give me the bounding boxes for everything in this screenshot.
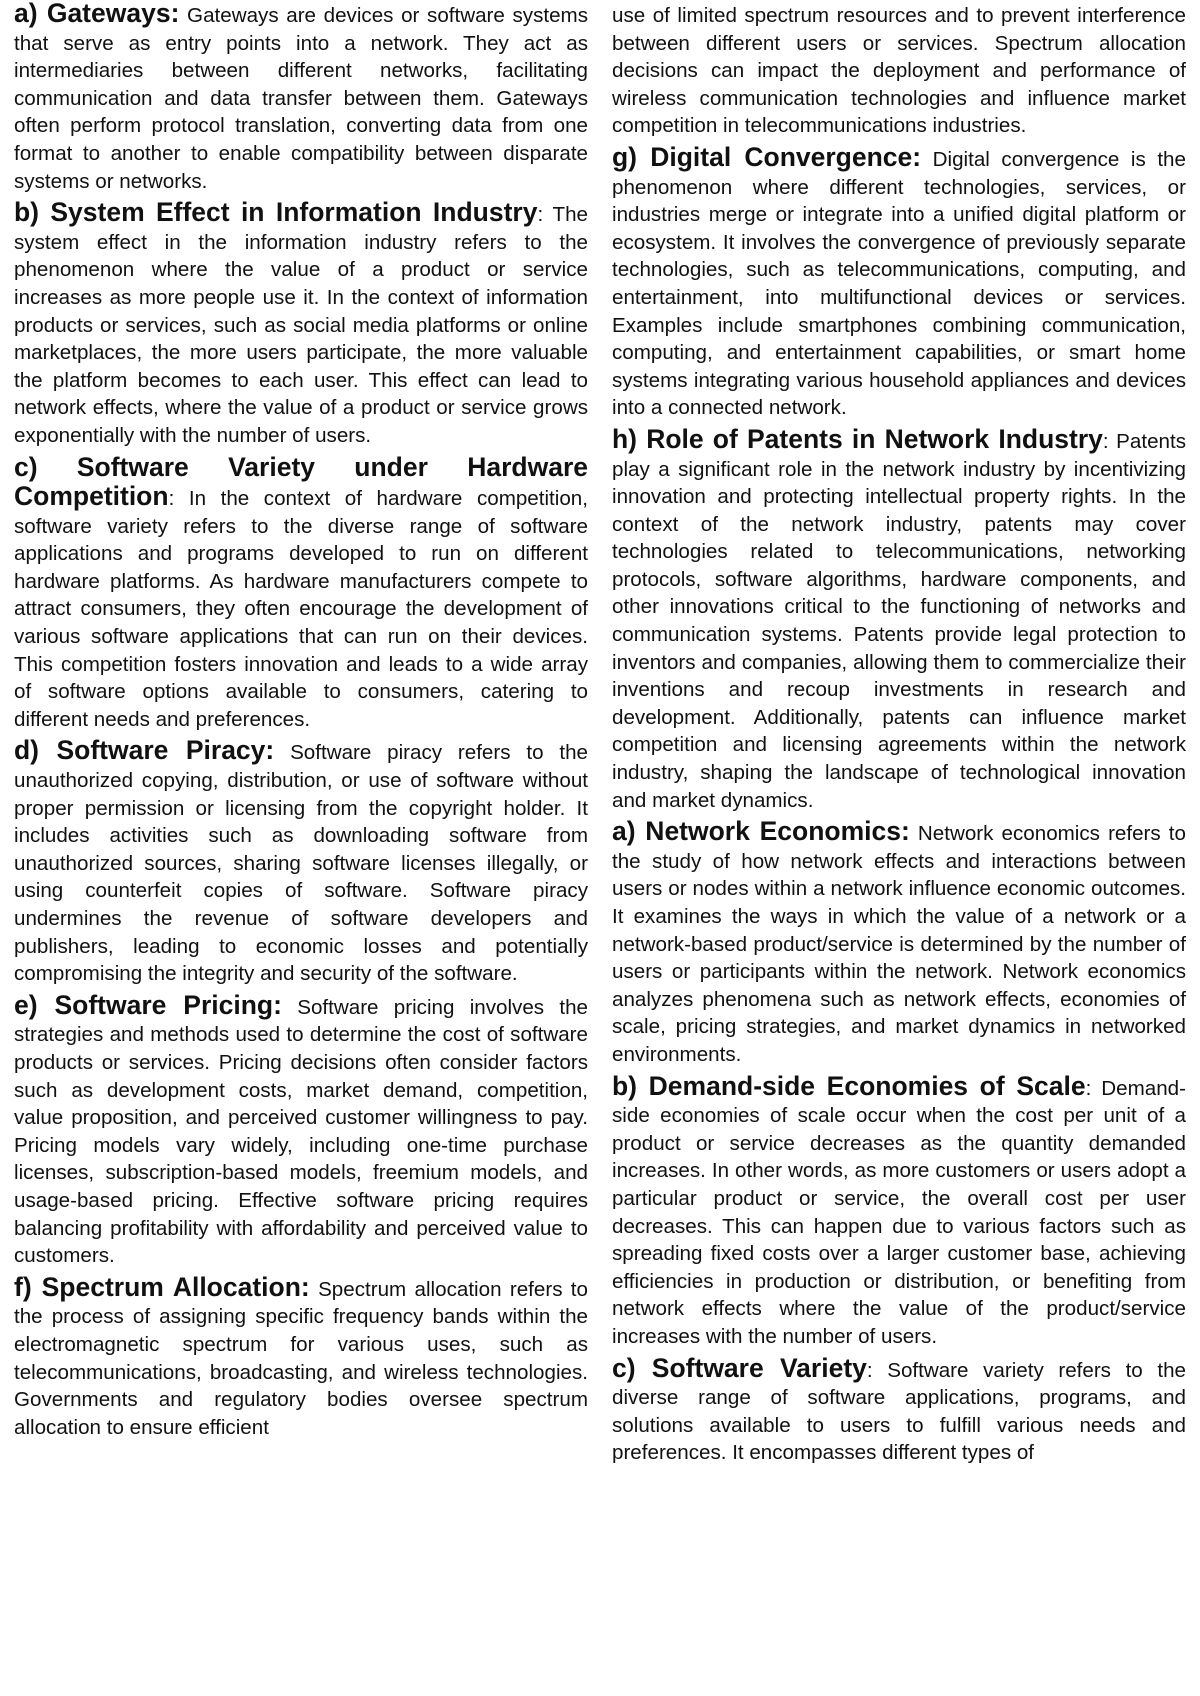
entry-heading: c) Software Variety under Hardware Competition [14, 451, 588, 512]
entry-software-pricing [14, 989, 588, 1270]
entry-digital-convergence [612, 141, 1186, 422]
entry-body: Spectrum allocation refers to the process of assigning specific frequency bands within the electromagnetic spectrum for various uses, such as telecommunications, broadcasting, and wireless technologies. Governments and regulatory bodies oversee spectrum allocation to ensure efficient [14, 1277, 588, 1439]
entry-software-piracy [14, 737, 588, 987]
entry-body: Gateways are devices or software systems that serve as entry points into a network. They act as intermediaries between different networks, facilitating communication and data transfer between them. Gateways often perform protocol translation, converting data from one format to another to enable compatibility between disparate systems or networks. [14, 4, 588, 193]
entry-body: : In the context of hardware competition, software variety refers to the diverse range of software applications and programs developed to run on different hardware platforms. As hardware manufacturers compete to attract consumers, they often encourage the development of various software applications that can run on their devices. This competition fosters innovation and leads to a wide array of software options available to consumers, catering to different needs and preferences. [14, 487, 588, 731]
entry-system-effect [14, 199, 588, 449]
entry-heading: g) Digital Convergence: [612, 141, 922, 172]
entry-demand-side-economies [612, 1070, 1186, 1351]
entry-body: : Patents play a significant role in the network industry by incentivizing innovation and protecting intellectual property rights. In the context of the network industry, patents may cover technologies related to telecommunications, networking protocols, software algorithms, hardware components, and other innovations critical to the functioning of networks and communication systems. Patents provide legal protection to inventors and companies, allowing them to commercialize their inventions and recoup investments in research and development. Additionally, patents can influence market competition and licensing agreements within the network industry, shaping the landscape of technological innovation and market dynamics. [612, 429, 1187, 812]
entry-body: Software pricing involves the strategies and methods used to determine the cost of software products or services. Pricing decisions often consider factors such as development costs, market demand, competition, value proposition, and perceived customer willingness to pay. Pricing models vary widely, including one-time purchase licenses, subscription-based models, freemium models, and usage-based pricing. Effective software pricing requires balancing profitability with affordability and perceived value to customers. [14, 995, 588, 1268]
entry-network-economics [612, 818, 1186, 1068]
entry-role-of-patents [612, 423, 1187, 814]
entry-body: Network economics refers to the study of how network effects and interactions between users or nodes within a network influence economic outcomes. It examines the ways in which the value of a network or a network-based product/service is determined by the number of users or participants within the network. Network economics analyzes phenomena such as network effects, economies of scale, pricing strategies, and market dynamics in networked environments. [612, 822, 1186, 1066]
entry-heading: b) Demand-side Economies of Scale [612, 1070, 1086, 1101]
entry-heading: f) Spectrum Allocation: [14, 1271, 310, 1302]
entry-heading: b) System Effect in Information Industry [14, 197, 538, 228]
entry-body: : Demand-side economies of scale occur when the cost per unit of a product or service decreases as the quantity demanded increases. In other words, as more customers or users adopt a particular product or service, the overall cost per user decreases. This can happen due to various factors such as spreading fixed costs over a larger customer base, achieving efficiencies in production or distribution, or benefiting from network effects where the value of the product/service increases with the number of users. [612, 1076, 1186, 1348]
entry-heading: c) Software Variety [612, 1352, 867, 1383]
entry-heading: a) Gateways: [14, 0, 180, 28]
entry-spectrum-allocation [14, 1271, 588, 1442]
entry-body: : Software variety refers to the diverse range of software applications, programs, and solutions available to users to fulfill various needs and preferences. It encompasses different types of [612, 1358, 1186, 1465]
continuation-text: use of limited spectrum resources and to prevent interference between different users or services. Spectrum allocation decisions can impact the deployment and performance of wireless communication technologies and influence market competition in telecommunications industries. [612, 4, 1186, 138]
entry-heading: a) Network Economics: [612, 816, 910, 847]
entry-software-variety [612, 1352, 1186, 1467]
entry-gateways [14, 0, 588, 195]
entry-heading: h) Role of Patents in Network Industry [612, 423, 1103, 454]
left-column [14, 0, 588, 1445]
entry-heading: e) Software Pricing: [14, 989, 282, 1020]
entry-software-variety-hardware [14, 451, 588, 734]
entry-body: : The system effect in the information industry refers to the phenomenon where the value of a product or service increases as more people use it. In the context of information products or services, such as social media platforms or online marketplaces, the more users participate, the more valuable the platform becomes to each user. This effect can lead to network effects, where the value of a product or service grows exponentially with the number of users. [14, 203, 588, 447]
right-column [612, 2, 1186, 1471]
entry-body: Digital convergence is the phenomenon where different technologies, services, or industries merge or integrate into a unified digital platform or ecosystem. It involves the convergence of previously separate technologies, such as telecommunications, computing, and entertainment, into multifunctional devices or services. Examples include smartphones combining communication, computing, and entertainment capabilities, or smart home systems integrating various household appliances and devices into a connected network. [612, 147, 1186, 420]
entry-heading: d) Software Piracy: [14, 735, 275, 766]
entry-body: Software piracy refers to the unauthorized copying, distribution, or use of software without proper permission or licensing from the copyright holder. It includes activities such as downloading software from unauthorized sources, sharing software licenses illegally, or using counterfeit copies of software. Software piracy undermines the revenue of software developers and publishers, leading to economic losses and potentially compromising the integrity and security of the software. [14, 741, 588, 986]
